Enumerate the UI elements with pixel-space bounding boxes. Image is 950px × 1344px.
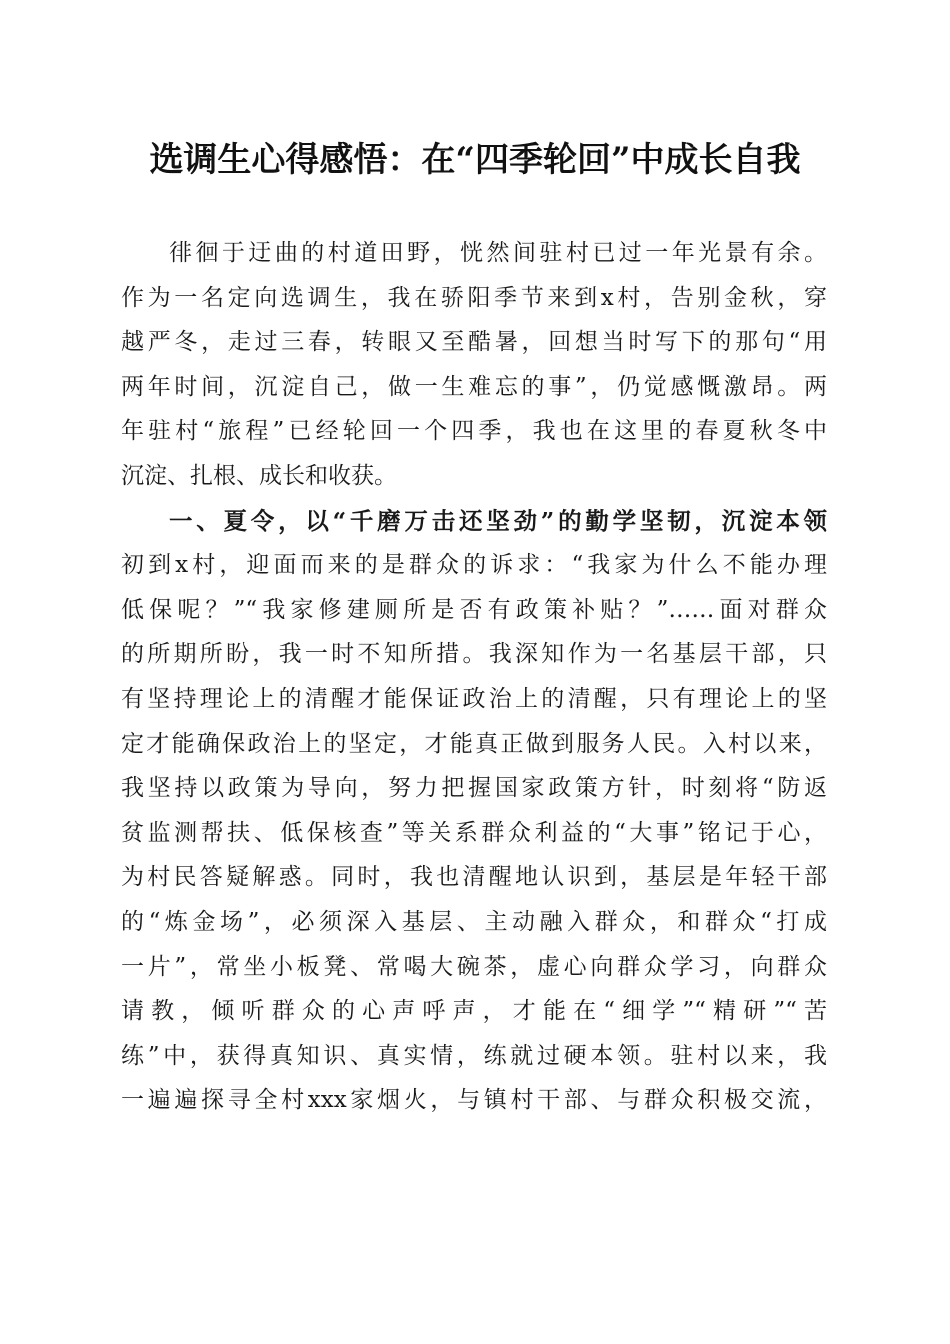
paragraph-line: 我坚持以政策为导向，努力把握国家政策方针，时刻将“防返 — [121, 775, 827, 802]
paragraph-line: 有坚持理论上的清醒才能保证政治上的清醒，只有理论上的坚 — [121, 685, 827, 712]
section-heading: 一、夏令，以“千磨万击还坚劲”的勤学坚韧，沉淀本领 — [169, 506, 827, 535]
paragraph-line: 为村民答疑解惑。同时，我也清醒地认识到，基层是年轻干部 — [121, 864, 827, 891]
paragraph-line: 定才能确保政治上的坚定，才能真正做到服务人民。入村以来， — [121, 730, 827, 757]
paragraph-line: 年驻村“旅程”已经轮回一个四季，我也在这里的春夏秋冬中 — [121, 418, 827, 445]
paragraph-line: 两年时间，沉淀自己，做一生难忘的事”，仍觉感慨激昂。两 — [121, 373, 827, 400]
document-title: 选调生心得感悟：在“四季轮回”中成长自我 — [149, 140, 801, 180]
paragraph-line: 沉淀、扎根、成长和收获。 — [121, 462, 397, 489]
paragraph-line: 初到x村，迎面而来的是群众的诉求：“我家为什么不能办理 — [121, 552, 827, 579]
paragraph-line: 作为一名定向选调生，我在骄阳季节来到x村，告别金秋，穿 — [121, 284, 827, 311]
paragraph-line: 越严冬，走过三春，转眼又至酷暑，回想当时写下的那句“用 — [121, 329, 827, 356]
document-body — [121, 231, 827, 1123]
paragraph-line: 贫监测帮扶、低保核查”等关系群众利益的“大事”铭记于心， — [121, 819, 827, 846]
paragraph-line: 一片”，常坐小板凳、常喝大碗茶，虚心向群众学习，向群众 — [121, 953, 827, 980]
paragraph-line: 请教，倾听群众的心声呼声，才能在“细学”“精研”“苦 — [121, 998, 827, 1025]
paragraph-line: 一遍遍探寻全村xxx家烟火，与镇村干部、与群众积极交流， — [121, 1087, 827, 1114]
paragraph-line: 低保呢？”“我家修建厕所是否有政策补贴？”……面对群众 — [121, 596, 827, 623]
paragraph-line: 的所期所盼，我一时不知所措。我深知作为一名基层干部，只 — [121, 641, 827, 668]
paragraph-line: 徘徊于迂曲的村道田野，恍然间驻村已过一年光景有余。 — [169, 240, 827, 266]
paragraph-line: 的“炼金场”，必须深入基层、主动融入群众，和群众“打成 — [121, 908, 827, 935]
paragraph-line: 练”中，获得真知识、真实情，练就过硬本领。驻村以来，我 — [121, 1042, 827, 1069]
